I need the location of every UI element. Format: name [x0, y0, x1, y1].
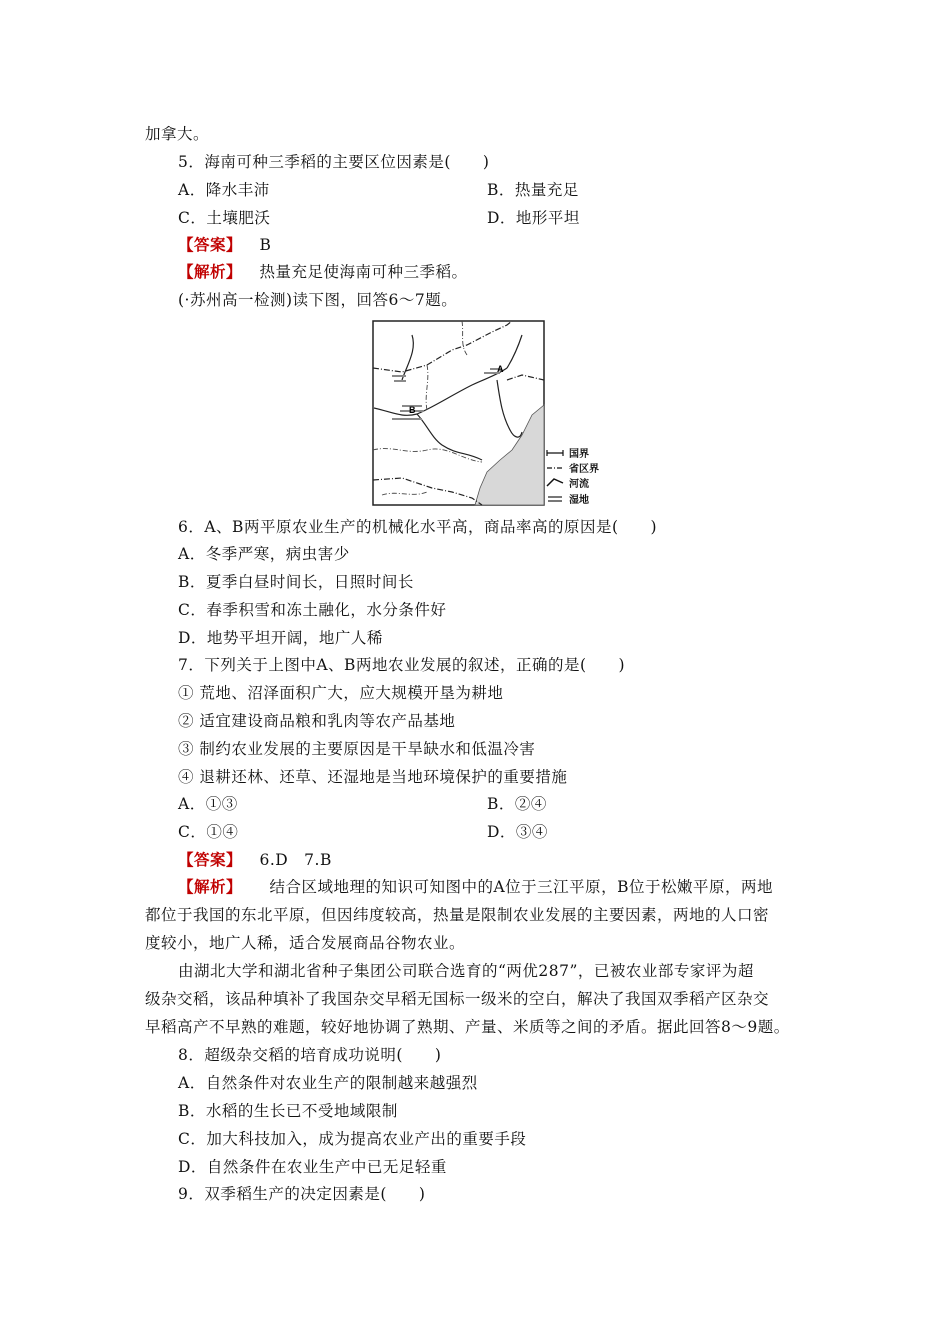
intro-6-7: (·苏州高一检测)读下图，回答6～7题。 [178, 291, 458, 309]
analysis-tag: 【解析】 [178, 262, 243, 281]
q5-option-a: A．降水丰沛 [178, 181, 270, 199]
passage-line-3: 早稻高产不早熟的难题，较好地协调了熟期、产量、米质等之间的矛盾。据此回答8～9题。 [145, 1018, 790, 1036]
q5-option-b: B．热量充足 [487, 181, 579, 199]
q7-option-d: D．③④ [487, 823, 548, 841]
q8-option-a: A．自然条件对农业生产的限制越来越强烈 [178, 1074, 478, 1092]
q7-stem: 7．下列关于上图中A、B两地农业发展的叙述，正确的是( ) [178, 656, 626, 674]
northeast-china-map [372, 320, 545, 506]
q6-stem: 6．A、B两平原农业生产的机械化水平高，商品率高的原因是( ) [178, 518, 658, 536]
q7-statement-2: ② 适宜建设商品粮和乳肉等农产品基地 [178, 712, 456, 730]
q8-stem: 8．超级杂交稻的培育成功说明( ) [178, 1046, 442, 1064]
answer-value: B [259, 236, 272, 254]
q7-statement-4: ④ 退耕还林、还草、还湿地是当地环境保护的重要措施 [178, 768, 568, 786]
legend-province-label: 省区界 [569, 464, 599, 475]
legend-national-label: 国界 [569, 449, 589, 460]
q6-7-analysis-line-3: 度较小，地广人稀，适合发展商品谷物农业。 [145, 934, 466, 952]
q6-7-analysis-line-1 [178, 877, 773, 897]
legend-wetland-label: 湿地 [569, 495, 589, 506]
legend-river-icon [547, 479, 563, 486]
answer-tag: 【答案】 [178, 850, 243, 869]
q5-option-d: D．地形平坦 [487, 209, 580, 227]
q6-option-b: B．夏季白昼时间长，日照时间长 [178, 573, 414, 591]
q8-option-b: B．水稻的生长已不受地域限制 [178, 1102, 398, 1120]
answer-tag: 【答案】 [178, 235, 243, 254]
q9-stem: 9．双季稻生产的决定因素是( ) [178, 1185, 426, 1203]
q6-7-analysis-line-2: 都位于我国的东北平原，但因纬度较高，热量是限制农业发展的主要因素，两地的人口密 [145, 906, 770, 924]
intro-tail: 加拿大。 [145, 125, 210, 143]
q6-option-d: D．地势平坦开阔，地广人稀 [178, 629, 383, 647]
q6-option-c: C．春季积雪和冻土融化，水分条件好 [178, 601, 447, 619]
q8-option-c: C．加大科技加入，成为提高农业产出的重要手段 [178, 1130, 527, 1148]
q6-7-answer [178, 850, 332, 870]
analysis-text: 热量充足使海南可种三季稻。 [259, 263, 468, 281]
map-legend-panel [545, 440, 615, 506]
legend-wetland-icon [548, 496, 562, 498]
q7-option-a: A．①③ [178, 795, 238, 813]
q5-analysis [178, 262, 467, 282]
q5-answer [178, 235, 271, 255]
passage-line-1: 由湖北大学和湖北省种子集团公司联合选育的“两优287”，已被农业部专家评为超 [178, 962, 754, 980]
analysis-tag: 【解析】 [178, 877, 243, 896]
map-label-b: B [409, 405, 416, 415]
q6-option-a: A．冬季严寒，病虫害少 [178, 545, 350, 563]
q7-option-b: B．②④ [487, 795, 547, 813]
q5-stem: 5．海南可种三季稻的主要区位因素是( ) [178, 153, 490, 171]
q7-option-c: C．①④ [178, 823, 239, 841]
q8-option-d: D．自然条件在农业生产中已无足轻重 [178, 1158, 447, 1176]
q5-option-c: C．土壤肥沃 [178, 209, 271, 227]
answer-value: 6.D 7.B [259, 851, 332, 869]
passage-line-2: 级杂交稻，该品种填补了我国杂交早稻无国标一级米的空白，解决了我国双季稻产区杂交 [145, 990, 770, 1008]
legend-river-label: 河流 [569, 479, 589, 490]
map-label-a: A [497, 364, 504, 374]
q7-statement-1: ① 荒地、沼泽面积广大，应大规模开垦为耕地 [178, 684, 504, 702]
analysis-text: 结合区域地理的知识可知图中的A位于三江平原，B位于松嫩平原，两地 [269, 878, 774, 896]
legend-national-icon [547, 450, 563, 456]
q7-statement-3: ③ 制约农业发展的主要原因是干旱缺水和低温冷害 [178, 740, 536, 758]
